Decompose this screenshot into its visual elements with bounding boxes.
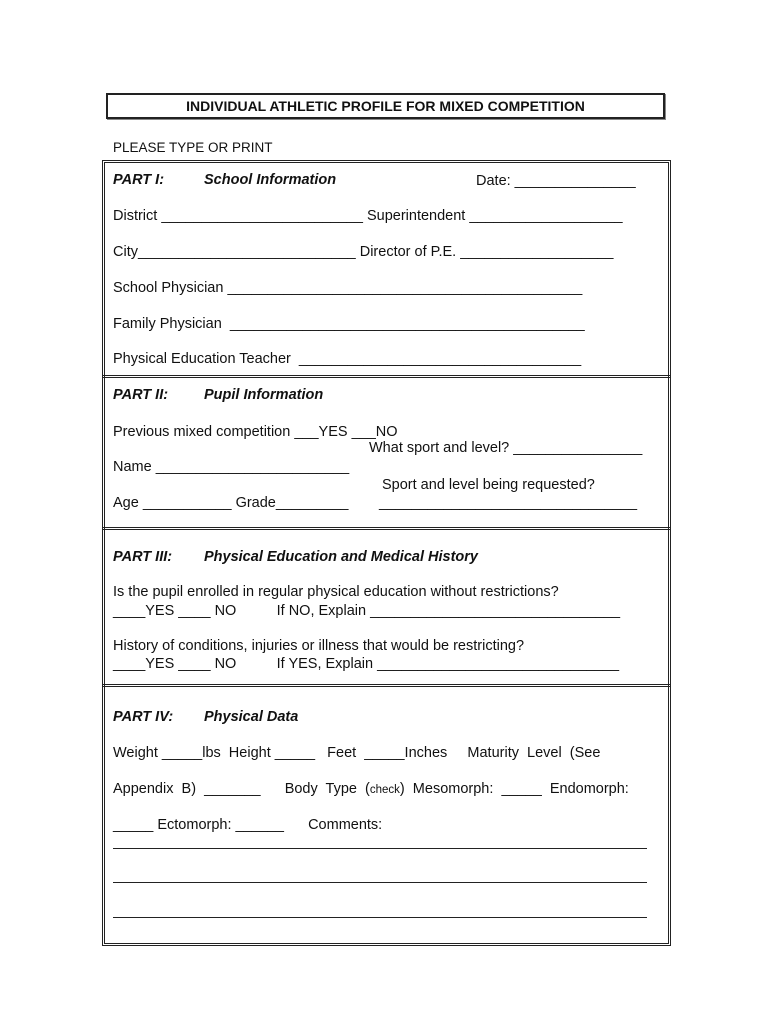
city-director-fields[interactable]: City___________________________ Director of P.E. ___________________	[113, 244, 614, 260]
sport-requested-label: Sport and level being requested?	[382, 477, 595, 493]
pe-restrictions-answer[interactable]: ____YES ____ NO If NO, Explain _______________________________	[113, 603, 621, 619]
part3-heading: Physical Education and Medical History	[204, 549, 478, 565]
weight-height-fields[interactable]: Weight _____lbs Height _____ Feet _____Inches Maturity Level (See	[113, 745, 601, 761]
comments-line-3[interactable]	[113, 917, 647, 918]
pe-teacher-field[interactable]: Physical Education Teacher ___________________________________	[113, 351, 582, 367]
check-note: check	[369, 784, 400, 796]
what-sport-field[interactable]: What sport and level? ________________	[369, 440, 643, 456]
date-field[interactable]: Date: _______________	[476, 173, 636, 189]
conditions-answer[interactable]: ____YES ____ NO If YES, Explain ______________________________	[113, 656, 620, 672]
comments-line-2[interactable]	[113, 882, 647, 883]
family-physician-field[interactable]: Family Physician ____________________________________________	[113, 316, 585, 332]
previous-competition-field[interactable]: Previous mixed competition ___YES ___NO	[113, 424, 398, 440]
age-grade-fields[interactable]: Age ___________ Grade_________	[113, 495, 349, 511]
part1-label: PART I:	[113, 172, 165, 188]
ectomorph-comments-fields[interactable]: _____ Ectomorph: ______ Comments:	[113, 817, 383, 833]
pe-restrictions-question: Is the pupil enrolled in regular physical education without restrictions?	[113, 584, 559, 600]
part4-label: PART IV:	[113, 709, 174, 725]
part2-label: PART II:	[113, 387, 169, 403]
school-physician-field[interactable]: School Physician ____________________________________________	[113, 280, 583, 296]
sport-requested-field[interactable]: ________________________________	[379, 495, 638, 511]
district-superintendent-fields[interactable]: District _________________________ Superintendent ___________________	[113, 208, 623, 224]
instructions: PLEASE TYPE OR PRINT	[113, 140, 273, 155]
appendix-text: Appendix B) _______ Body Type (	[113, 781, 370, 797]
body-type-text: ) Mesomorph: _____ Endomorph:	[399, 781, 629, 797]
form-title: INDIVIDUAL ATHLETIC PROFILE FOR MIXED COMPETITION	[106, 93, 665, 119]
part1-heading: School Information	[204, 172, 337, 188]
name-field[interactable]: Name ________________________	[113, 459, 350, 475]
part4-heading: Physical Data	[204, 709, 299, 725]
conditions-question: History of conditions, injuries or illness that would be restricting?	[113, 638, 525, 654]
part2-heading: Pupil Information	[204, 387, 324, 403]
comments-line-1[interactable]	[113, 848, 647, 849]
part-divider-4	[102, 684, 671, 687]
appendix-body-type-fields[interactable]	[113, 781, 629, 797]
part3-label: PART III:	[113, 549, 173, 565]
part-divider-2	[102, 375, 671, 378]
part-divider-3	[102, 527, 671, 530]
